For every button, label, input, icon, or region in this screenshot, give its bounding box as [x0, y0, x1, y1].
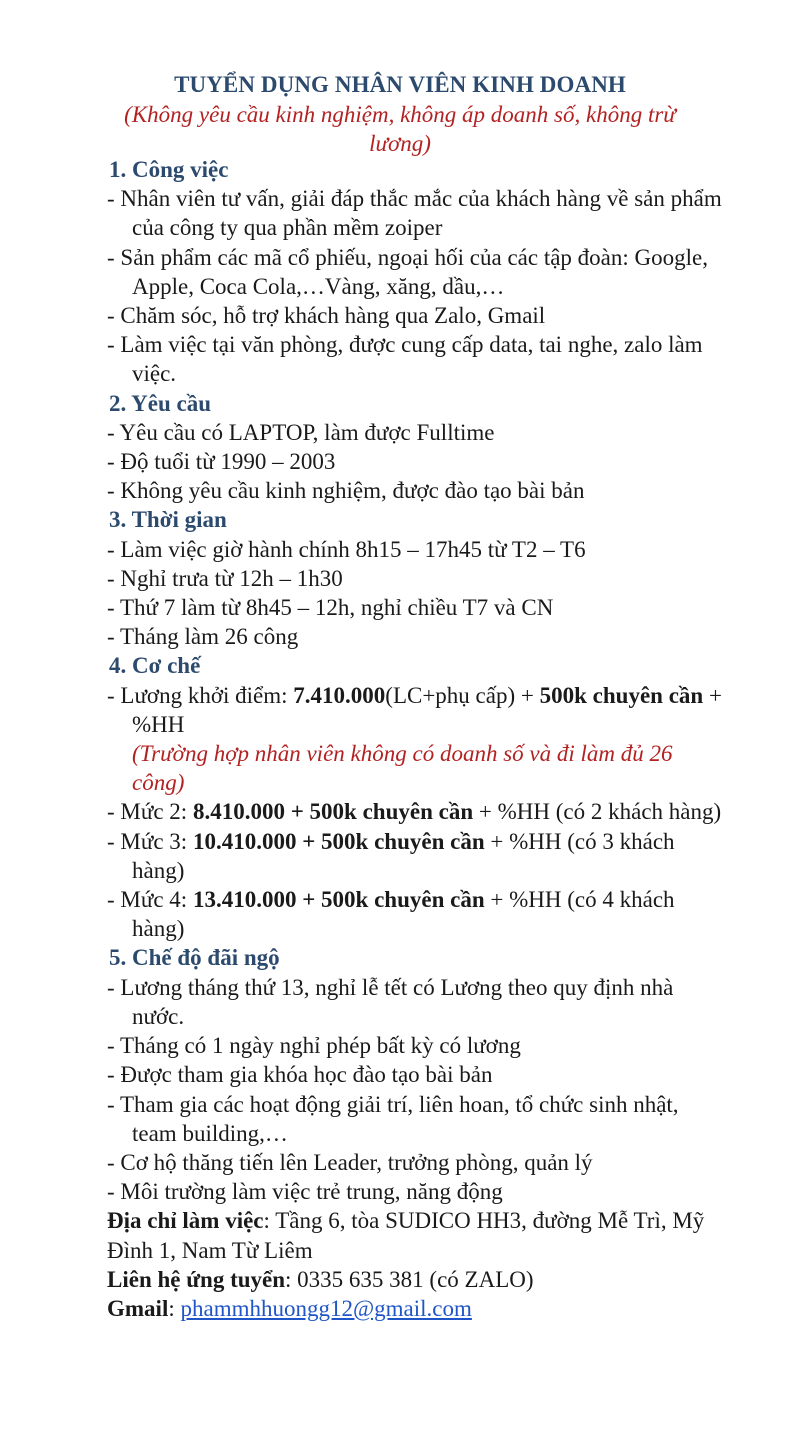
list-item: - Nhân viên tư vấn, giải đáp thắc mắc của khách hàng về sản phẩm của công ty qua phần mềm zoiper	[107, 186, 722, 241]
level-prefix: - Mức 3:	[107, 828, 193, 854]
address-line	[107, 1206, 722, 1264]
gmail-label: Gmail	[107, 1295, 169, 1321]
level-suffix: + %HH (có 2 khách hàng)	[473, 799, 722, 825]
list-item: - Yêu cầu có LAPTOP, làm được Fulltime	[107, 419, 495, 445]
subtitle: (Không yêu cầu kinh nghiệm, không áp doanh số, không trừ lương)	[124, 102, 676, 156]
list-item: - Thứ 7 làm từ 8h45 – 12h, nghỉ chiều T7 và CN	[107, 595, 554, 621]
level-amount: 10.410.000 + 500k chuyên cần	[192, 828, 485, 854]
apply-line	[107, 1265, 722, 1294]
list-item: - Chăm sóc, hỗ trợ khách hàng qua Zalo, Gmail	[107, 303, 546, 329]
list-item: - Độ tuổi từ 1990 – 2003	[107, 449, 336, 475]
salary-base-detail: (LC+phụ cấp) +	[385, 682, 540, 708]
section-heading-time: 3. Thời gian	[109, 507, 227, 533]
section-heading-requirements: 2. Yêu cầu	[109, 390, 212, 416]
list-item: - Làm việc tại văn phòng, được cung cấp data, tai nghe, zalo làm việc.	[107, 332, 703, 387]
salary-level-item	[107, 885, 722, 943]
list-item: - Không yêu cầu kinh nghiệm, được đào tạo bài bản	[107, 478, 585, 504]
salary-base-bonus: 500k chuyên cần	[539, 682, 704, 708]
list-item: - Nghỉ trưa từ 12h – 1h30	[107, 565, 343, 591]
level-amount: 13.410.000 + 500k chuyên cần	[192, 887, 485, 913]
level-amount: 8.410.000 + 500k chuyên cần	[192, 799, 474, 825]
list-item: - Làm việc giờ hành chính 8h15 – 17h45 từ T2 – T6	[107, 536, 586, 562]
apply-label: Liên hệ ứng tuyển	[107, 1266, 286, 1292]
salary-base-prefix: - Lương khởi điểm:	[107, 682, 294, 708]
gmail-line	[107, 1294, 722, 1323]
address-value: : Tầng 6, tòa SUDICO HH3, đường Mễ Trì, Mỹ Đình 1, Nam Từ Liêm	[107, 1208, 705, 1263]
address-label: Địa chỉ làm việc	[107, 1208, 264, 1234]
level-prefix: - Mức 2:	[107, 799, 193, 825]
list-item: - Sản phẩm các mã cổ phiếu, ngoại hối của các tập đoàn: Google, Apple, Coca Cola,…Vàng, xăng, dầu,…	[107, 244, 708, 299]
posting-content	[107, 155, 722, 1323]
apply-phone: : 0335 635 381 (có ZALO)	[285, 1266, 534, 1292]
email-link[interactable]: phammhhuongg12@gmail.com	[180, 1295, 472, 1321]
section-heading-mechanism: 4. Cơ chế	[109, 653, 201, 679]
salary-base-amount: 7.410.000	[293, 682, 386, 708]
section-heading-benefits: 5. Chế độ đãi ngộ	[109, 945, 280, 971]
page-title: TUYỂN DỤNG NHÂN VIÊN KINH DOANH	[174, 72, 626, 97]
level-suffix: + %HH (có 4 khách hàng)	[132, 887, 675, 942]
section-heading-job: 1. Công việc	[109, 157, 229, 182]
list-item: - Môi trường làm việc trẻ trung, năng động	[107, 1179, 503, 1205]
list-item: - Tháng làm 26 công	[107, 624, 299, 650]
level-prefix: - Mức 4:	[107, 887, 193, 913]
salary-base-item	[107, 681, 722, 739]
list-item: - Được tham gia khóa học đào tạo bài bản	[107, 1062, 493, 1088]
list-item: - Tham gia các hoạt động giải trí, liên hoan, tổ chức sinh nhật, team building,…	[107, 1091, 679, 1146]
salary-note: (Trường hợp nhân viên không có doanh số và đi làm đủ 26 công)	[132, 741, 673, 796]
salary-level-item	[107, 797, 722, 826]
salary-level-item	[107, 827, 722, 885]
level-suffix: + %HH (có 3 khách hàng)	[132, 828, 675, 883]
list-item: - Tháng có 1 ngày nghỉ phép bất kỳ có lương	[107, 1033, 521, 1059]
list-item: - Cơ hộ thăng tiến lên Leader, trưởng phòng, quản lý	[107, 1149, 593, 1175]
list-item: - Lương tháng thứ 13, nghỉ lễ tết có Lương theo quy định nhà nước.	[107, 974, 674, 1029]
salary-base-suffix: + %HH	[132, 682, 722, 737]
gmail-separator: :	[168, 1295, 181, 1321]
